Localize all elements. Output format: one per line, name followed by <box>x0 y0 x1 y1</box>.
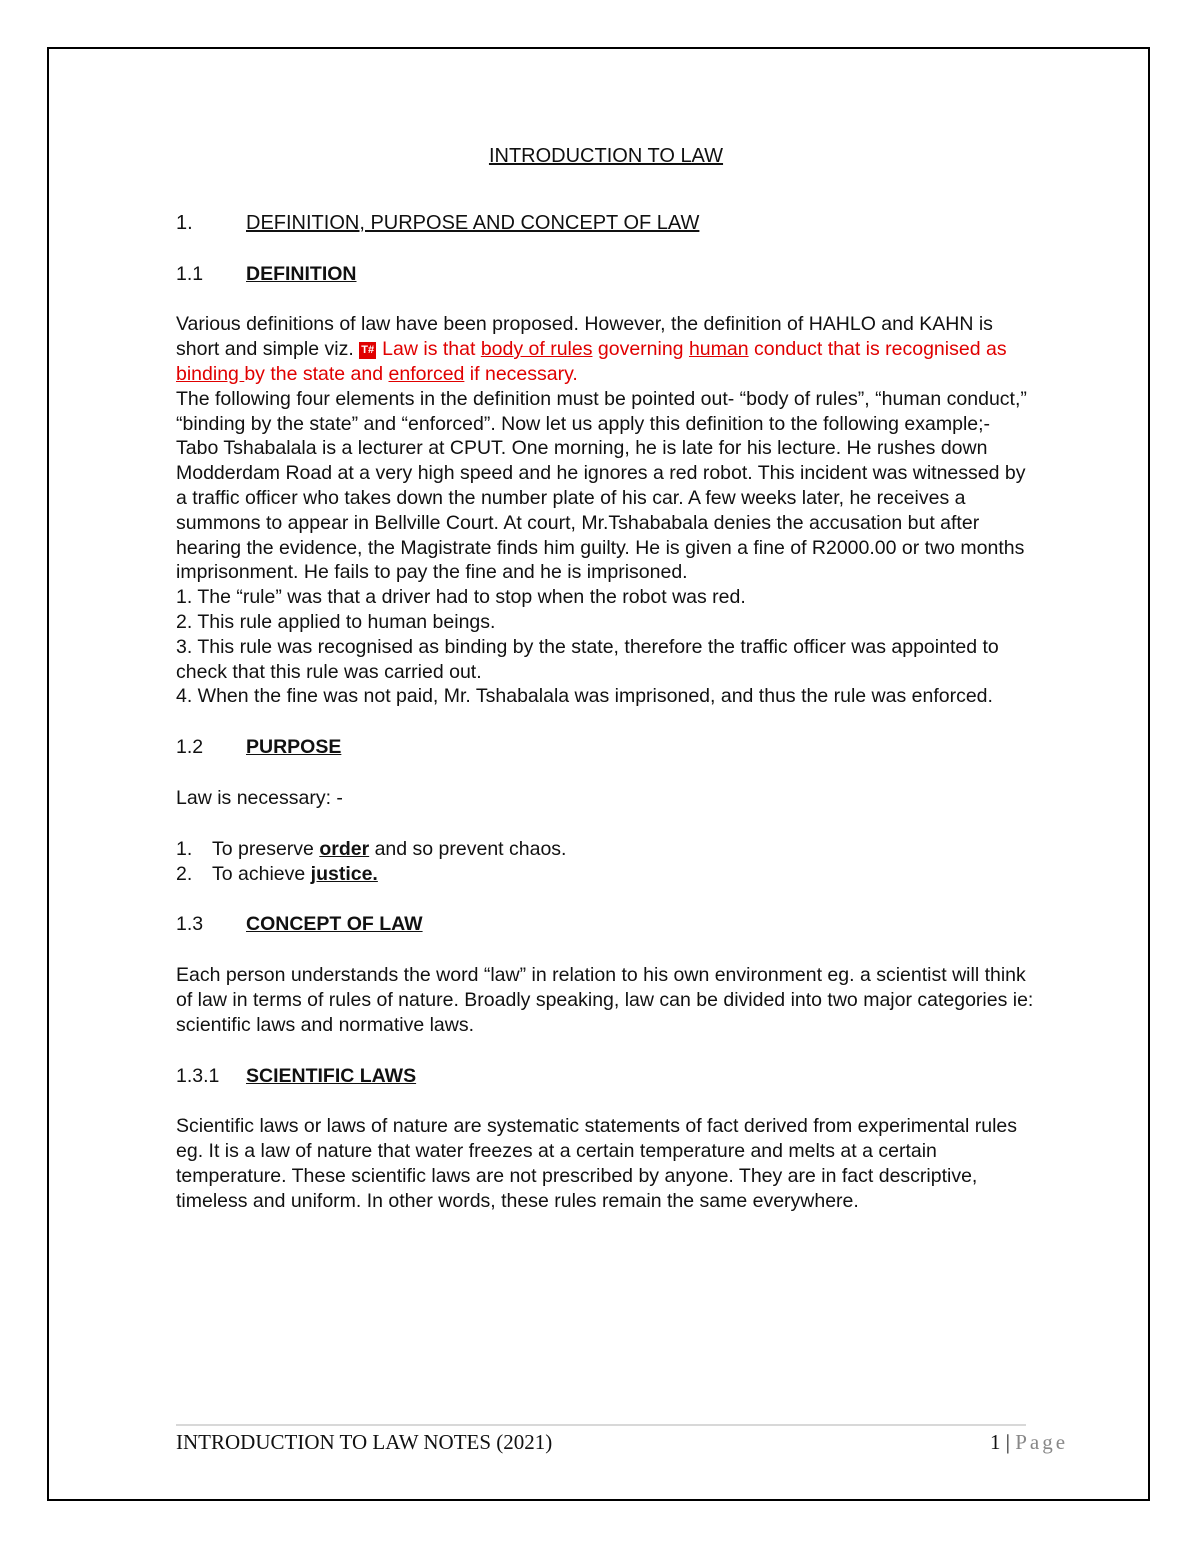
example-point: 3. This rule was recognised as binding by the state, therefore the traffic officer was appointed to check that this rule was carried out. <box>176 635 999 683</box>
scientific-laws-text: Scientific laws or laws of nature are systematic statements of fact derived from experimental rules eg. It is a law of nature that water freezes at a certain temperature and melts at a certain temperature. These scientific laws are not prescribed by anyone. They are in fact descriptive, timeless and uniform. In other words, these rules remain the same everywhere. <box>176 1115 1018 1212</box>
law-definition: Law is that body of rules governing human conduct that is recognised as binding by the state and enforced if necessary. <box>176 338 1007 385</box>
section-title: DEFINITION, PURPOSE AND CONCEPT OF LAW <box>246 211 700 234</box>
section-title: SCIENTIFIC LAWS <box>246 1064 417 1087</box>
page-number: 1 | Page <box>990 1430 1069 1454</box>
footer-divider <box>176 1424 1026 1426</box>
concept-text: Each person understands the word “law” in relation to his own environment eg. a scientist will think of law in terms of rules of nature. Broadly speaking, law can be divided into two major categories ie: scientific laws and normative laws. <box>176 964 1034 1036</box>
document-body <box>176 140 1036 1214</box>
example-story: Tabo Tshabalala is a lecturer at CPUT. One morning, he is late for his lecture. He rushes down Modderdam Road at a very high speed and he ignores a red robot. This incident was witnessed by a traffic officer who takes down the number plate of his car. A few weeks later, he receives a summons to appear in Bellville Court. At court, Mr.Tshababala denies the accusation but after hearing the evidence, the Magistrate finds him guilty. He is given a fine of R2000.00 or two months imprisonment. He fails to pay the fine and he is imprisoned. <box>176 437 1026 584</box>
section-title: DEFINITION <box>246 262 357 285</box>
purpose-intro: Law is necessary: - <box>176 786 343 809</box>
footer-title: INTRODUCTION TO LAW NOTES (2021) <box>176 1430 553 1454</box>
definition-paragraph <box>176 312 1036 709</box>
list-item: 2. To achieve justice. <box>176 862 378 885</box>
section-title: PURPOSE <box>246 736 342 759</box>
section-number: 1.2 <box>176 736 204 759</box>
comment-marker-icon[interactable]: T# <box>359 342 376 359</box>
section-number: 1.3 <box>176 913 204 936</box>
example-point: 2. This rule applied to human beings. <box>176 610 496 633</box>
section-title: CONCEPT OF LAW <box>246 913 423 936</box>
section-1-heading <box>176 211 1036 236</box>
section-1-3-heading <box>176 912 1036 937</box>
section-number: 1.1 <box>176 262 204 285</box>
section-1-2-heading <box>176 735 1036 760</box>
document-title: INTRODUCTION TO LAW <box>488 145 724 167</box>
example-point: 1. The “rule” was that a driver had to stop when the robot was red. <box>176 586 746 609</box>
purpose-list <box>176 837 1036 887</box>
section-1-3-1-heading <box>176 1064 1036 1089</box>
section-number: 1.3.1 <box>176 1064 220 1087</box>
section-number: 1. <box>176 211 193 234</box>
section-1-1-heading <box>176 262 1036 287</box>
example-point: 4. When the fine was not paid, Mr. Tshabalala was imprisoned, and thus the rule was enforced. <box>176 685 993 708</box>
list-item: 1. To preserve order and so prevent chaos. <box>176 837 567 860</box>
definition-text: Various definitions of law have been proposed. However, the definition of HAHLO and KAHN is short and simple viz. T# Law is that body of rules governing human conduct that is recognised as binding by the state and enforced if necessary. <box>176 313 1007 385</box>
elements-text: The following four elements in the definition must be pointed out- “body of rules”, “human conduct,” “binding by the state” and “enforced”. Now let us apply this definition to the following example;- <box>176 387 1027 435</box>
